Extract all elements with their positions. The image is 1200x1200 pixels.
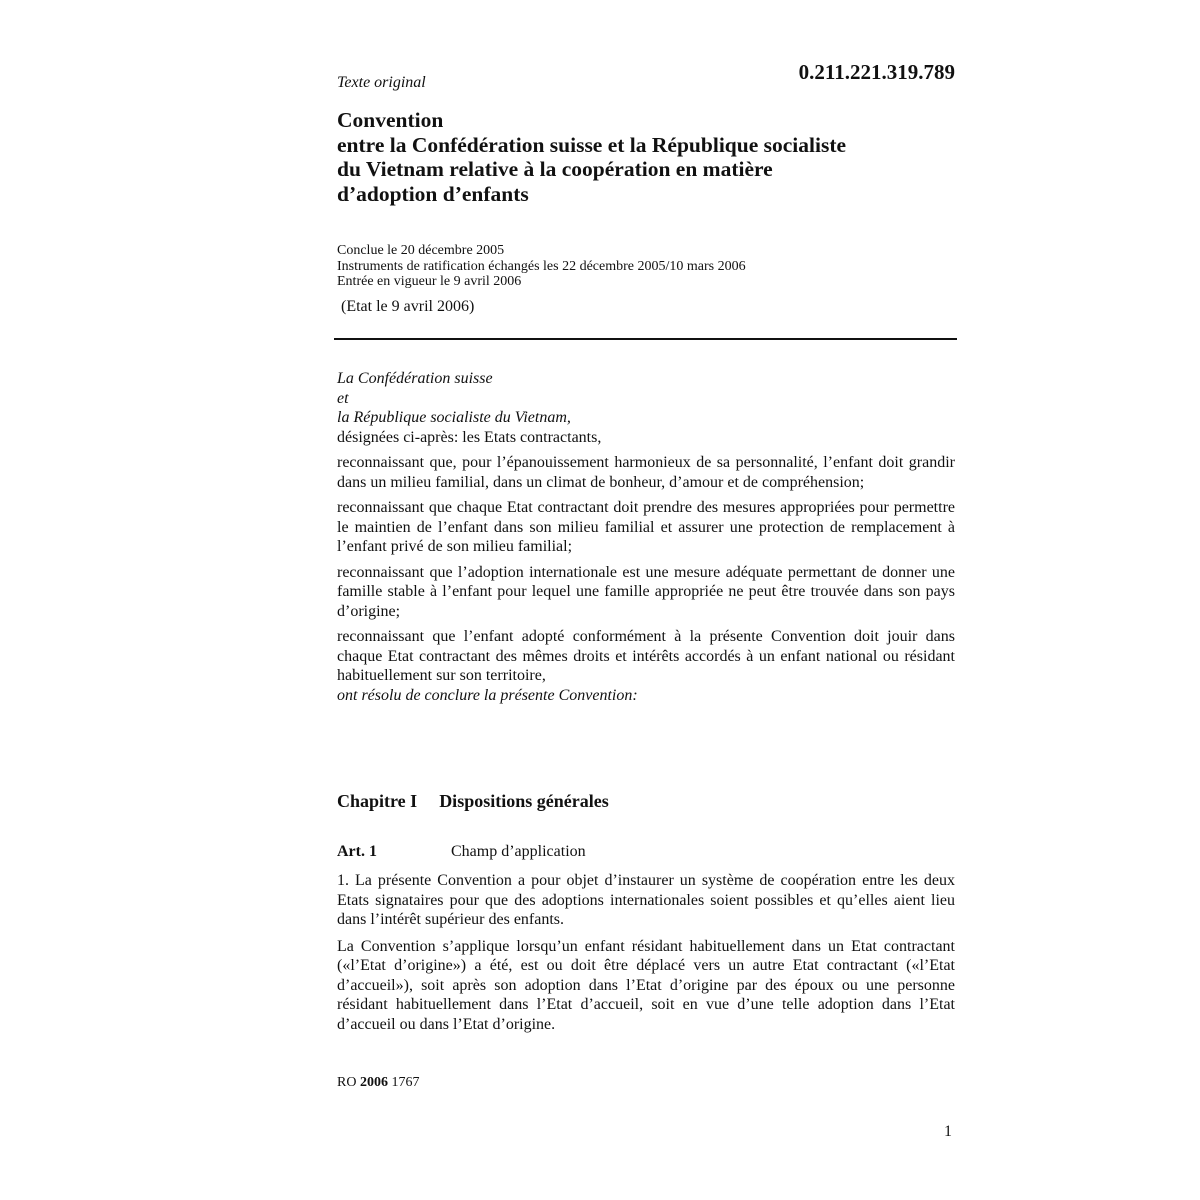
document-title bbox=[337, 108, 846, 206]
party-vietnam: la République socialiste du Vietnam, bbox=[337, 409, 571, 426]
article-paragraph: 1. La présente Convention a pour objet d’instaurer un système de coopération entre les deux Etats signataires pour que des adoptions internationales soient possibles et qu’elles aient lieu dans l’intérêt supérieur des enfants. bbox=[337, 872, 955, 928]
ro-page: 1767 bbox=[391, 1075, 420, 1090]
party-switzerland: La Confédération suisse bbox=[337, 370, 493, 387]
article-body bbox=[337, 871, 955, 1034]
texte-original-label: Texte original bbox=[337, 74, 426, 91]
document-page bbox=[337, 0, 955, 1200]
article-paragraph: La Convention s’applique lorsqu’un enfant résidant habituellement dans un Etat contractant («l’Etat d’origine») a été, est ou doit être déplacé vers un autre Etat contractant («l’Etat d’accueil»), soit après son adoption dans l’Etat d’origine par des époux ou une personne résidant habituellement dans l’Etat d’accueil, soit en vue d’une telle adoption dans l’Etat d’accueil ou dans l’Etat d’origine. bbox=[337, 937, 955, 1033]
designees-line: désignées ci-après: les Etats contractants, bbox=[337, 428, 602, 446]
date-block bbox=[337, 243, 746, 290]
entry-into-force-date: Entrée en vigueur le 9 avril 2006 bbox=[337, 274, 522, 289]
preamble bbox=[337, 369, 955, 705]
ro-reference bbox=[337, 1075, 419, 1091]
ratification-date: Instruments de ratification échangés les 22 décembre 2005/10 mars 2006 bbox=[337, 258, 746, 274]
preamble-paragraph: reconnaissant que l’enfant adopté conformément à la présente Convention doit jouir dans chaque Etat contractant des mêmes droits et intérêts accordés à un enfant national ou résidant habituellement sur son territoire, bbox=[337, 628, 955, 684]
preamble-paragraph: reconnaissant que l’adoption internationale est une mesure adéquate permettant de donner une famille stable à l’enfant pour lequel une famille appropriée ne peut être trouvée dans son pays d’origine; bbox=[337, 563, 955, 620]
title-line: entre la Confédération suisse et la République socialiste bbox=[337, 132, 847, 157]
preamble-paragraph: reconnaissant que chaque Etat contractant doit prendre des mesures appropriées pour permettre le maintien de l’enfant dans son milieu familial et assurer une protection de remplacement à l’enfant privé de son milieu familial; bbox=[337, 499, 955, 555]
sr-reference-number: 0.211.221.319.789 bbox=[798, 60, 955, 84]
article-heading bbox=[337, 843, 586, 861]
status-date: (Etat le 9 avril 2006) bbox=[341, 298, 475, 315]
resolution-line: ont résolu de conclure la présente Convention: bbox=[337, 686, 638, 704]
page-number: 1 bbox=[944, 1123, 952, 1140]
title-line: d’adoption d’enfants bbox=[337, 181, 529, 206]
ro-prefix: RO bbox=[337, 1075, 357, 1090]
article-number: Art. 1 bbox=[337, 843, 377, 860]
title-line: Convention bbox=[337, 108, 444, 132]
title-line: du Vietnam relative à la coopération en matière bbox=[337, 157, 773, 181]
article-title: Champ d’application bbox=[451, 843, 586, 860]
header-divider bbox=[334, 338, 957, 340]
conclusion-date: Conclue le 20 décembre 2005 bbox=[337, 243, 505, 258]
chapter-label: Chapitre I bbox=[337, 791, 418, 811]
preamble-paragraph: reconnaissant que, pour l’épanouissement harmonieux de sa personnalité, l’enfant doit grandir dans un milieu familial, dans un climat de bonheur, d’amour et de compréhension; bbox=[337, 454, 955, 491]
party-conjunction: et bbox=[337, 389, 349, 407]
ro-year: 2006 bbox=[359, 1075, 388, 1090]
chapter-heading bbox=[337, 791, 609, 812]
chapter-title: Dispositions générales bbox=[439, 791, 609, 811]
